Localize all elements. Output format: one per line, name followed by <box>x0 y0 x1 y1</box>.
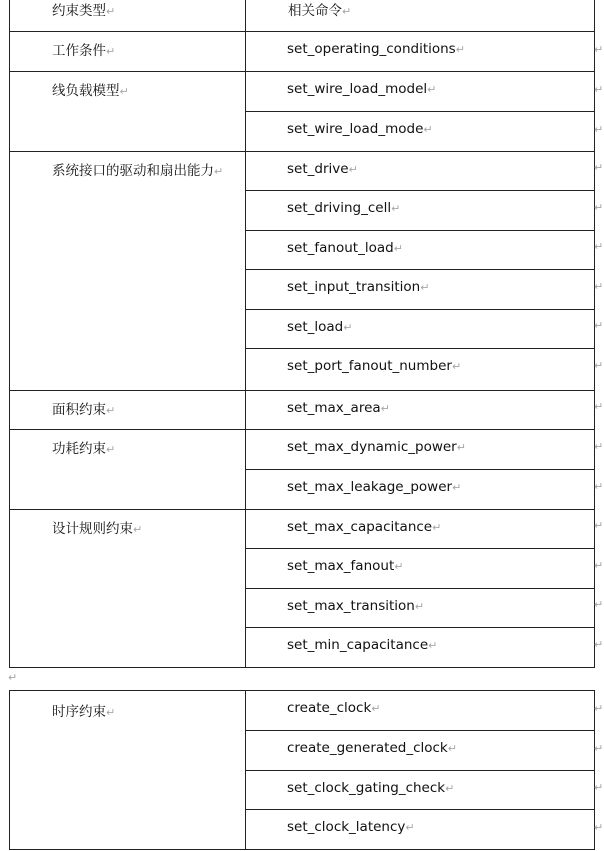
paragraph-mark: ↵ <box>428 639 438 652</box>
constraint-type-cell <box>10 391 246 430</box>
header-cell-type <box>10 0 246 32</box>
row-end-mark: ↵ <box>594 519 604 532</box>
paragraph-mark: ↵ <box>348 163 358 176</box>
row-end-mark: ↵ <box>594 638 604 651</box>
command-text: create_clock <box>287 700 372 716</box>
constraint-type-text: 面积约束 <box>52 402 106 418</box>
command-cell <box>246 112 595 152</box>
command-text: set_max_transition <box>287 598 415 614</box>
paragraph-mark: ↵ <box>452 481 462 494</box>
command-cell <box>246 270 595 310</box>
paragraph-mark: ↵ <box>214 165 224 178</box>
row-end-mark: ↵ <box>594 240 604 253</box>
row-end-mark: ↵ <box>594 400 604 413</box>
row-end-mark: ↵ <box>594 598 604 611</box>
constraint-type-cell <box>10 430 246 510</box>
command-text: set_load <box>287 319 344 335</box>
row-end-mark: ↵ <box>594 83 604 96</box>
command-text: set_port_fanout_number <box>287 358 452 374</box>
row-end-mark: ↵ <box>594 781 604 794</box>
paragraph-mark: ↵ <box>451 360 462 373</box>
command-cell <box>246 391 595 430</box>
command-cell <box>246 771 595 810</box>
row-end-mark: ↵ <box>594 319 604 332</box>
command-cell <box>246 72 595 112</box>
row-end-mark: ↵ <box>594 702 604 715</box>
command-text: set_fanout_load <box>287 240 394 256</box>
command-text: set_wire_load_mode <box>287 121 424 137</box>
paragraph-mark: ↵ <box>343 321 353 334</box>
table-row <box>10 391 595 430</box>
command-text: set_clock_latency <box>287 819 406 835</box>
command-cell <box>246 231 595 270</box>
header-commands-text: 相关命令 <box>288 3 342 19</box>
command-cell <box>246 510 595 549</box>
paragraph-mark: ↵ <box>106 706 116 719</box>
constraint-type-cell <box>10 152 246 391</box>
constraint-type-text: 设计规则约束 <box>52 521 133 537</box>
row-end-mark: ↵ <box>594 821 604 834</box>
paragraph-mark: ↵ <box>119 85 129 98</box>
paragraph-mark: ↵ <box>414 600 425 613</box>
constraint-type-text: 功耗约束 <box>52 441 106 457</box>
command-cell <box>246 349 595 391</box>
command-text: set_max_fanout <box>287 558 395 574</box>
table-row <box>10 32 595 72</box>
row-end-mark: ↵ <box>594 480 604 493</box>
command-text: set_max_dynamic_power <box>287 439 457 455</box>
command-text: set_driving_cell <box>287 200 392 216</box>
row-end-mark: ↵ <box>594 161 604 174</box>
row-end-mark: ↵ <box>594 280 604 293</box>
paragraph-mark: ↵ <box>423 123 433 136</box>
command-cell <box>246 470 595 510</box>
constraint-type-text: 工作条件 <box>52 43 106 59</box>
table-row <box>10 510 595 549</box>
paragraph-mark: ↵ <box>106 45 116 58</box>
table-row <box>10 430 595 470</box>
constraint-type-cell <box>10 691 246 850</box>
command-text: set_input_transition <box>287 279 421 295</box>
command-cell <box>246 430 595 470</box>
command-cell <box>246 152 595 191</box>
command-cell <box>246 310 595 349</box>
command-text: set_max_capacitance <box>287 519 433 535</box>
paragraph-mark: ↵ <box>133 523 143 536</box>
command-text: set_min_capacitance <box>287 637 429 653</box>
constraint-type-text: 线负载模型 <box>52 83 120 99</box>
row-end-mark: ↵ <box>594 440 604 453</box>
row-end-mark: ↵ <box>594 742 604 755</box>
table-row <box>10 72 595 112</box>
paragraph-mark: ↵ <box>420 281 430 294</box>
command-cell <box>246 191 595 231</box>
paragraph-mark: ↵ <box>445 782 455 795</box>
paragraph-mark: ↵ <box>106 404 116 417</box>
command-cell <box>246 691 595 731</box>
row-end-mark: ↵ <box>594 123 604 136</box>
paragraph-mark: ↵ <box>405 821 415 834</box>
row-end-mark: ↵ <box>594 201 604 214</box>
header-type-text: 约束类型 <box>52 3 106 19</box>
paragraph-mark: ↵ <box>394 560 404 573</box>
command-cell <box>246 810 595 850</box>
paragraph-mark: ↵ <box>447 742 457 755</box>
paragraph-mark: ↵ <box>371 702 381 715</box>
command-text: create_generated_clock <box>287 740 448 756</box>
paragraph-mark: ↵ <box>455 43 465 56</box>
command-cell <box>246 589 595 628</box>
command-text: set_max_area <box>287 400 381 416</box>
paragraph-mark: ↵ <box>432 521 442 534</box>
timing-constraint-table <box>9 690 595 850</box>
command-text: set_operating_conditions <box>287 41 456 57</box>
paragraph-mark: ↵ <box>393 242 403 255</box>
header-cell-commands <box>246 0 595 32</box>
command-text: set_wire_load_model <box>287 81 428 97</box>
paragraph-mark: ↵ <box>380 402 390 415</box>
constraint-type-cell <box>10 510 246 668</box>
command-cell <box>246 549 595 589</box>
row-end-mark: ↵ <box>594 43 604 56</box>
command-cell <box>246 731 595 771</box>
paragraph-mark: ↵ <box>342 5 352 18</box>
constraint-type-text: 时序约束 <box>52 704 106 720</box>
constraint-type-cell <box>10 32 246 72</box>
command-text: set_max_leakage_power <box>287 479 453 495</box>
paragraph-mark: ↵ <box>106 5 116 18</box>
table-row <box>10 691 595 731</box>
paragraph-mark: ↵ <box>106 443 116 456</box>
command-cell <box>246 32 595 72</box>
command-text: set_drive <box>287 161 349 177</box>
paragraph-mark: ↵ <box>456 441 466 454</box>
empty-paragraph-mark: ↵ <box>8 671 18 684</box>
row-end-mark: ↵ <box>594 359 604 372</box>
constraint-type-cell <box>10 72 246 152</box>
table-header-row <box>10 0 595 32</box>
constraint-table <box>9 0 595 668</box>
paragraph-mark: ↵ <box>427 83 437 96</box>
paragraph-mark: ↵ <box>391 202 401 215</box>
row-end-mark: ↵ <box>594 559 604 572</box>
command-cell <box>246 628 595 668</box>
command-text: set_clock_gating_check <box>287 780 446 796</box>
constraint-type-text: 系统接口的驱动和扇出能力 <box>52 163 214 179</box>
table-row <box>10 152 595 191</box>
